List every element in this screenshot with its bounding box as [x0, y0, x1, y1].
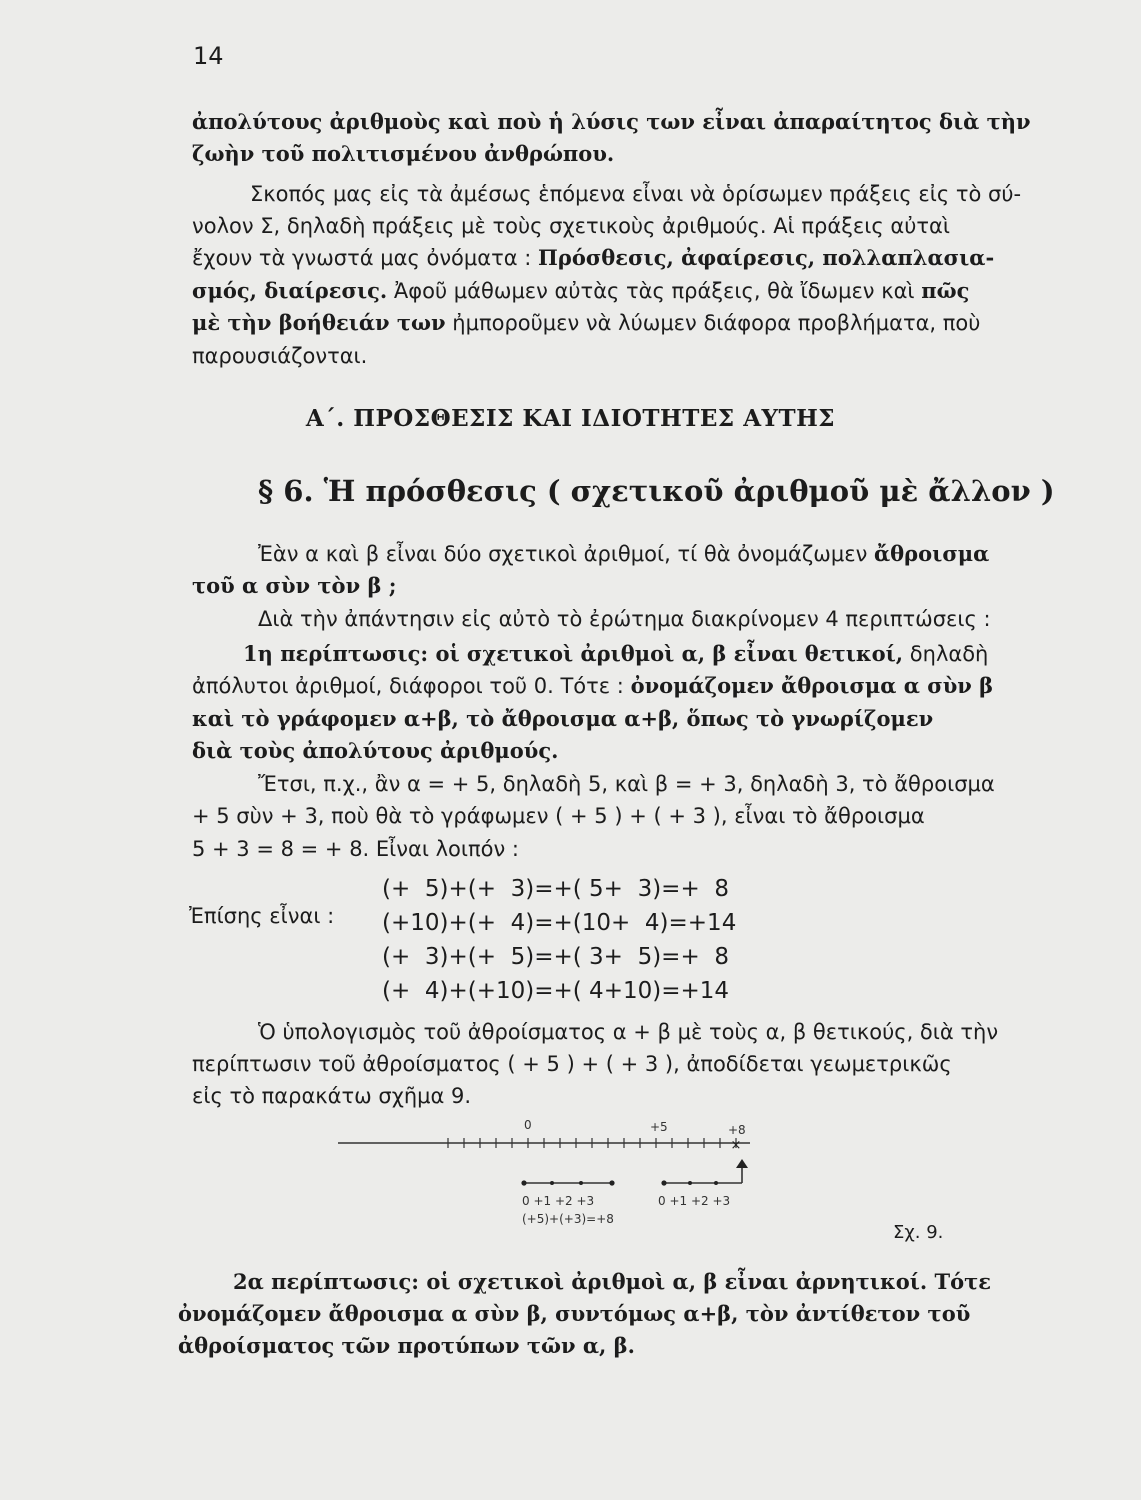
intro-line-6-bold: σμός, διαίρεσις. [192, 278, 388, 303]
case1-line-2-bold: ὀνομάζομεν ἄθροισμα α σὺν β [630, 673, 994, 698]
case1-line-1 [243, 638, 988, 670]
case1-line-2 [192, 670, 993, 702]
equation-3: (+ 3)+(+ 5)=+( 3+ 5)=+ 8 [382, 944, 729, 970]
segment-start-dot [661, 1180, 666, 1185]
intro-line-4: νολον Σ, δηλαδὴ πράξεις μὲ τοὺς σχετικοὺς ἀριθμούς. Αἱ πράξεις αὐταὶ [192, 214, 950, 238]
intro-line-1: ἀπολύτους ἀριθμοὺς καὶ ποὺ ἡ λύσις των εἶναι ἀπαραίτητος διὰ τὴν [192, 109, 1031, 134]
case1-line-4: διὰ τοὺς ἀπολύτους ἀριθμούς. [192, 738, 559, 763]
intro-line-2: ζωὴν τοῦ πολιτισμένου ἀνθρώπου. [192, 141, 615, 166]
case1-line-3: καὶ τὸ γράφομεν α+β, τὸ ἄθροισμα α+β, ὅπως τὸ γνωρίζομεν [192, 706, 934, 731]
segment-start-dot [521, 1180, 526, 1185]
intro-line-5 [192, 242, 994, 274]
segment-dot [688, 1181, 692, 1185]
page-number: 14 [193, 42, 224, 70]
figure-caption: Σχ. 9. [893, 1222, 944, 1243]
intro-line-5-bold: Πρόσθεσις, ἀφαίρεσις, πολλαπλασια- [538, 245, 995, 270]
after-line-3: εἰς τὸ παρακάτω σχῆμα 9. [192, 1084, 472, 1108]
case2-line-2: ὀνομάζομεν ἄθροισμα α σὺν β, συντόμως α+β, τὸν ἀντίθετον τοῦ [178, 1301, 971, 1326]
question-line-2: τοῦ α σὺν τὸν β ; [192, 573, 397, 598]
figure-label-plus5: +5 [650, 1120, 668, 1134]
result-x-mark: × [730, 1138, 742, 1153]
sum-label: (+5)+(+3)=+8 [522, 1212, 614, 1226]
question-line-1 [258, 538, 989, 570]
subsection-heading: § 6. Ἡ πρόσθεσις ( σχετικοῦ ἀριθμοῦ μὲ ἄλλον ) [258, 474, 1055, 508]
case1-title: 1η περίπτωσις: οἱ σχετικοὶ ἀριθμοὶ α, β εἶναι θετικοί, [243, 641, 904, 666]
equation-2: (+10)+(+ 4)=+(10+ 4)=+14 [382, 910, 737, 936]
case1-line-2-text: ἀπόλυτοι ἀριθμοί, διάφοροι τοῦ 0. Τότε : [192, 674, 631, 698]
equation-1: (+ 5)+(+ 3)=+( 5+ 3)=+ 8 [382, 876, 729, 902]
after-line-1: Ὁ ὑπολογισμὸς τοῦ ἀθροίσματος α + β μὲ τοὺς α, β θετικούς, διὰ τὴν [258, 1020, 999, 1044]
left-segment-labels: 0 +1 +2 +3 [522, 1194, 595, 1208]
question-text: Ἐὰν α καὶ β εἶναι δύο σχετικοὶ ἀριθμοί, τί θὰ ὀνομάζωμεν [258, 542, 868, 566]
case2-line-3: ἀθροίσματος τῶν προτύπων τῶν α, β. [178, 1333, 635, 1358]
arrowhead-icon [736, 1159, 748, 1168]
equation-4: (+ 4)+(+10)=+( 4+10)=+14 [382, 978, 730, 1004]
example-line-2: + 5 σὺν + 3, ποὺ θὰ τὸ γράφωμεν ( + 5 ) + ( + 3 ), εἶναι τὸ ἄθροισμα [192, 804, 925, 828]
intro-line-8: παρουσιάζονται. [192, 344, 368, 368]
figure-label-plus8: +8 [728, 1123, 746, 1137]
example-line-1: Ἔτσι, π.χ., ἂν α = + 5, δηλαδὴ 5, καὶ β = + 3, δηλαδὴ 3, τὸ ἄθροισμα [258, 772, 995, 796]
number-line-figure [330, 1115, 790, 1230]
intro-line-5-text: ἔχουν τὰ γνωστά μας ὀνόματα : [192, 246, 539, 270]
figure-label-zero: 0 [524, 1118, 532, 1132]
intro-line-6-text: Ἀφοῦ μάθωμεν αὐτὰς τὰς πράξεις, θὰ ἴδωμεν καὶ [387, 279, 922, 303]
intro-line-6-bold-end: πῶς [921, 278, 970, 303]
right-segment-labels: 0 +1 +2 +3 [658, 1194, 731, 1208]
case2-line-1: 2α περίπτωσις: οἱ σχετικοὶ ἀριθμοὶ α, β εἶναι ἀρνητικοί. Τότε [233, 1269, 992, 1294]
segment-dot [714, 1181, 718, 1185]
intro-line-7 [192, 307, 980, 339]
segment-dot [579, 1181, 583, 1185]
intro-line-7-bold: μὲ τὴν βοήθειάν των [192, 310, 446, 335]
segment-dot [550, 1181, 554, 1185]
question-bold: ἄθροισμα [874, 541, 990, 566]
episis-label: Ἐπίσης εἶναι : [189, 904, 335, 928]
case1-text: δηλαδὴ [903, 642, 989, 666]
equation-block [382, 872, 736, 1008]
intro-line-3: Σκοπός μας εἰς τὰ ἀμέσως ἑπόμενα εἶναι νὰ ὁρίσωμεν πράξεις εἰς τὸ σύ- [250, 182, 1022, 206]
cases-intro: Διὰ τὴν ἀπάντησιν εἰς αὐτὸ τὸ ἐρώτημα διακρίνομεν 4 περιπτώσεις : [258, 607, 991, 631]
after-line-2: περίπτωσιν τοῦ ἀθροίσματος ( + 5 ) + ( + 3 ), ἀποδίδεται γεωμετρικῶς [192, 1052, 952, 1076]
example-line-3: 5 + 3 = 8 = + 8. Εἶναι λοιπόν : [192, 837, 519, 861]
intro-line-6 [192, 275, 969, 307]
intro-line-7-text: ἠμποροῦμεν νὰ λύωμεν διάφορα προβλήματα, ποὺ [445, 311, 981, 335]
segment-end-dot [609, 1180, 614, 1185]
section-heading: Α΄. ΠΡΟΣΘΕΣΙΣ ΚΑΙ ΙΔΙΟΤΗΤΕΣ ΑΥΤΗΣ [305, 405, 836, 432]
